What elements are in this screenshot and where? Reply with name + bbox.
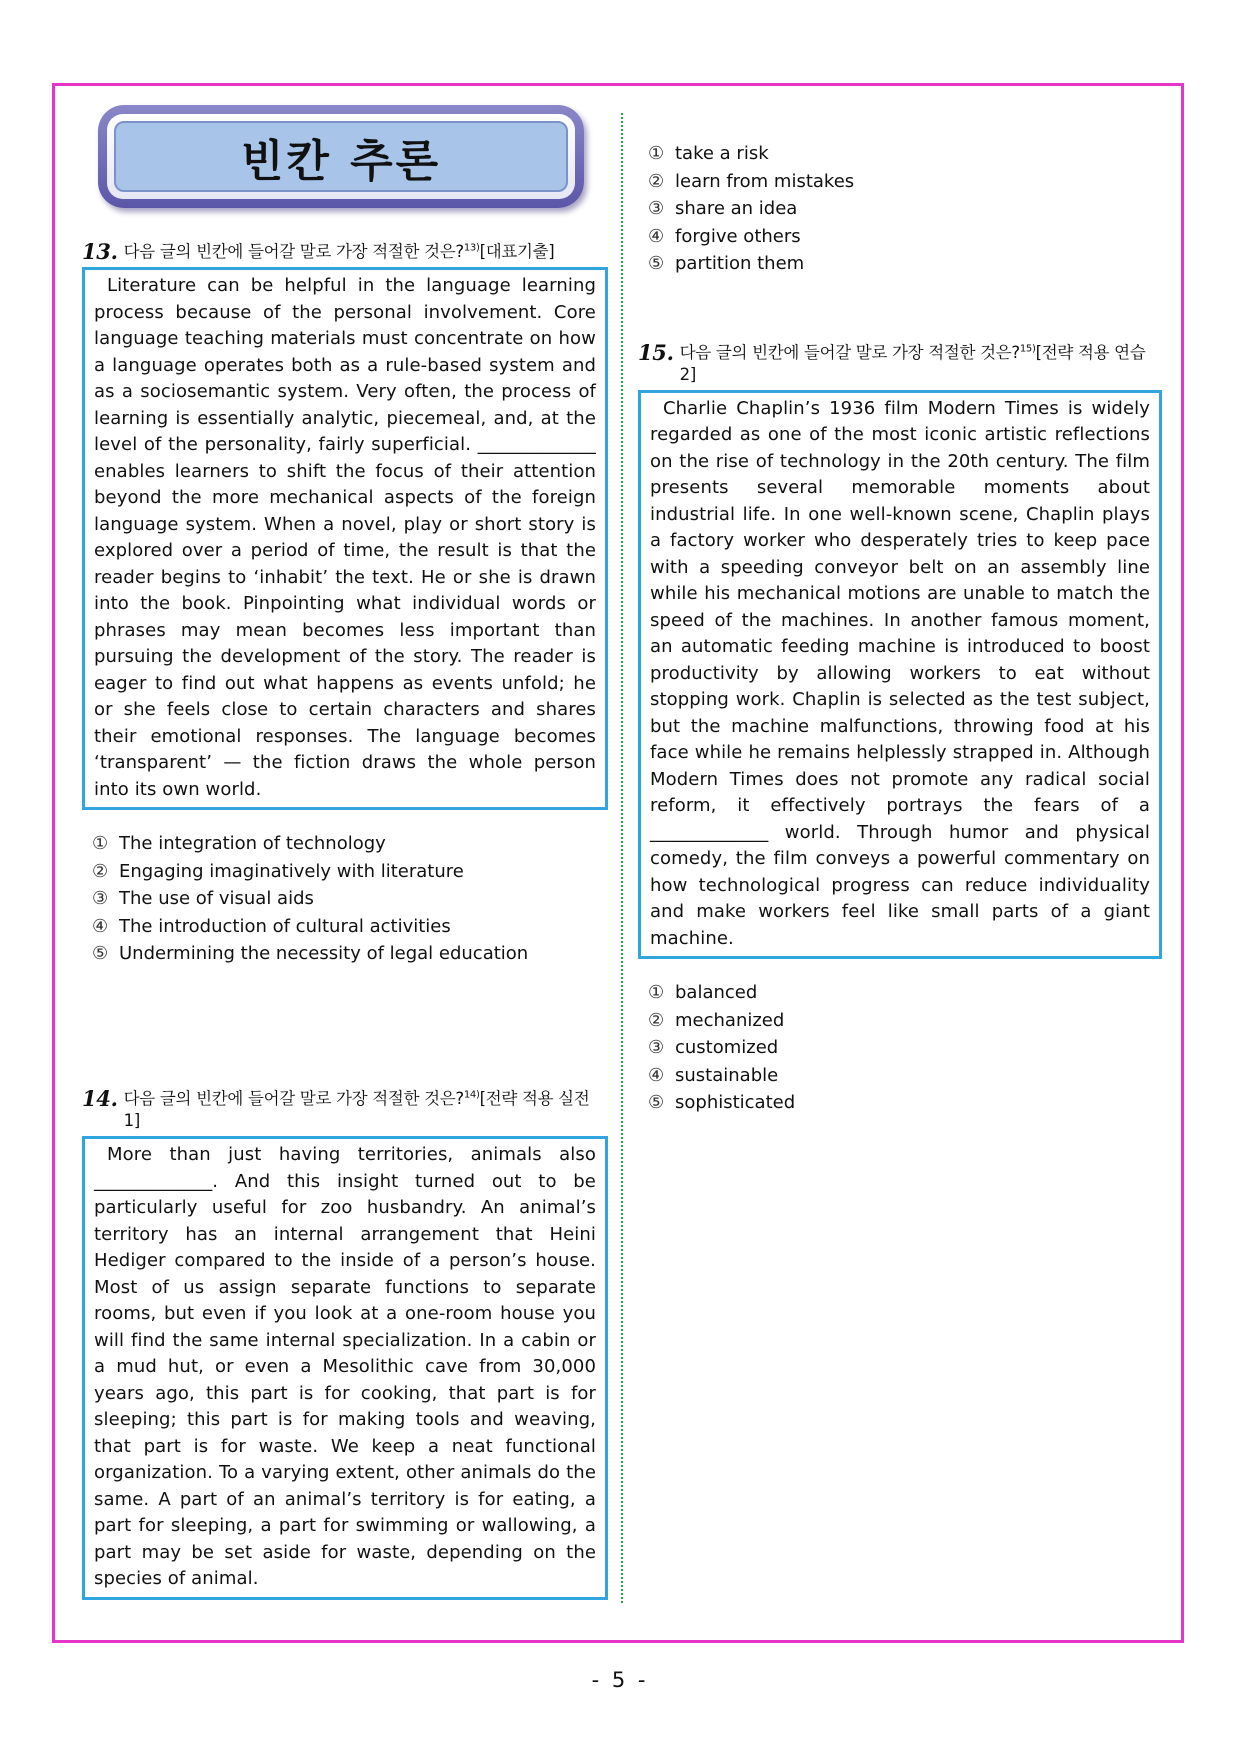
option-4[interactable] xyxy=(92,913,608,941)
option-5[interactable] xyxy=(92,940,608,968)
option-list xyxy=(638,979,1162,1117)
option-4[interactable] xyxy=(648,1062,1162,1090)
option-text: The use of visual aids xyxy=(119,888,314,909)
passage-box: Literature can be helpful in the language learning process because of the personal involvement. Core language teaching materials must concentrate on how a language operates both as a rule-based system and as a sociosemantic system. Very often, the process of learning is essentially analytic, piecemeal, and, at the level of the personality, fairly superficial. _____________ enables learners to shift the focus of their attention beyond the more mechanical aspects of the foreign language system. When a novel, play or short story is explored over a period of time, the result is that the reader begins to ‘inhabit’ the text. He or she is drawn into the book. Pinpointing what individual words or phrases may mean becomes less important than pursuing the development of the story. The reader is eager to find out what happens as events unfold; he or she feels close to certain characters and shares their emotional responses. The language becomes ‘transparent’ — the fiction draws the whole person into its own world. xyxy=(82,267,608,810)
question-header xyxy=(82,241,608,263)
option-text: forgive others xyxy=(675,225,801,247)
option-text: sustainable xyxy=(675,1064,779,1086)
option-text: sophisticated xyxy=(675,1092,796,1113)
option-list xyxy=(82,830,608,968)
question-header xyxy=(82,1088,608,1132)
option-text: share an idea xyxy=(675,198,798,219)
option-mark: ① xyxy=(648,143,665,164)
question-14 xyxy=(82,1088,608,1600)
option-mark: ⑤ xyxy=(648,253,665,274)
option-2[interactable] xyxy=(648,168,1162,196)
option-2[interactable] xyxy=(648,1007,1162,1035)
question-tag: [전략 적용 연습 2] xyxy=(679,342,1146,384)
option-4[interactable] xyxy=(648,223,1162,251)
option-mark: ④ xyxy=(648,1064,665,1086)
option-mark: ① xyxy=(648,982,665,1003)
option-mark: ③ xyxy=(648,198,665,219)
option-mark: ② xyxy=(648,1009,665,1031)
option-text: mechanized xyxy=(675,1009,785,1031)
option-text: The integration of technology xyxy=(119,833,386,854)
page-number: - 5 - xyxy=(591,1668,649,1692)
question-15 xyxy=(638,339,1162,1117)
option-text: learn from mistakes xyxy=(675,170,855,192)
question-number: 13. xyxy=(82,239,118,264)
option-text: Engaging imaginatively with literature xyxy=(119,860,464,882)
question-number: 15. xyxy=(638,339,674,365)
option-text: The introduction of cultural activities xyxy=(119,915,451,937)
question-prompt: 다음 글의 빈칸에 들어갈 말로 가장 적절한 것은? xyxy=(123,1089,464,1108)
option-text: partition them xyxy=(675,253,805,274)
option-mark: ③ xyxy=(648,1037,665,1058)
option-mark: ⑤ xyxy=(92,943,109,964)
question-header xyxy=(638,339,1162,386)
option-2[interactable] xyxy=(92,858,608,886)
section-title: 빈칸 추론 xyxy=(114,121,568,192)
section-title-banner xyxy=(98,105,584,208)
option-1[interactable] xyxy=(92,830,608,858)
option-3[interactable] xyxy=(92,885,608,913)
option-mark: ④ xyxy=(648,225,665,247)
option-mark: ⑤ xyxy=(648,1092,665,1113)
passage-box: Charlie Chaplin’s 1936 film Modern Times is widely regarded as one of the most iconic artistic reflections on the rise of technology in the 20th century. The film presents several memorable moments about industrial life. In one well-known scene, Chaplin plays a factory worker who desperately tries to keep pace with a speeding conveyor belt on an assembly line while his mechanical motions are unable to match the speed of the machines. In another famous moment, an automatic feeding machine is introduced to boost productivity by allowing workers to eat without stopping work. Chaplin is selected as the test subject, but the machine malfunctions, throwing food at his face while he remains helplessly strapped in. Although Modern Times does not promote any radical social reform, it effectively portrays the fears of a _____________ world. Through humor and physical comedy, the film conveys a powerful commentary on how technological progress can reduce individuality and make workers feel like small parts of a giant machine. xyxy=(638,390,1162,960)
footnote-ref: 15) xyxy=(1019,343,1036,354)
option-mark: ② xyxy=(92,860,109,882)
option-1[interactable] xyxy=(648,979,1162,1007)
option-5[interactable] xyxy=(648,250,1162,278)
left-column xyxy=(82,105,608,1589)
passage-box: More than just having territories, animals also _____________. And this insight turned out to be particularly useful for zoo husbandry. An animal’s territory has an internal arrangement that Heini Hediger compared to the inside of a person’s house. Most of us assign separate functions to separate rooms, but even if you look at a one-room house you will find the same internal specialization. In a cabin or a mud hut, or even a Mesolithic cave from 30,000 years ago, this part is for cooking, that part is for sleeping; this part is for making tools and weaving, that part is for waste. We keep a neat functional organization. To a varying extent, other animals do the same. A part of an animal’s territory is for eating, a part for sleeping, a part for swimming or wallowing, a part may be set aside for waste, depending on the species of animal. xyxy=(82,1136,608,1600)
option-text: customized xyxy=(675,1037,779,1058)
footnote-ref: 13) xyxy=(463,242,480,254)
option-3[interactable] xyxy=(648,195,1162,223)
option-5[interactable] xyxy=(648,1089,1162,1117)
option-mark: ③ xyxy=(92,888,109,909)
option-mark: ② xyxy=(648,170,665,192)
option-text: Undermining the necessity of legal education xyxy=(119,943,529,964)
question-13 xyxy=(82,241,608,968)
option-1[interactable] xyxy=(648,140,1162,168)
option-3[interactable] xyxy=(648,1034,1162,1062)
question-number: 14. xyxy=(82,1086,118,1111)
option-text: balanced xyxy=(675,982,758,1003)
option-mark: ① xyxy=(92,833,109,854)
right-column xyxy=(638,140,1162,1117)
question-prompt: 다음 글의 빈칸에 들어갈 말로 가장 적절한 것은? xyxy=(123,242,464,261)
question-prompt: 다음 글의 빈칸에 들어갈 말로 가장 적절한 것은? xyxy=(679,342,1020,362)
column-divider xyxy=(621,113,623,1603)
option-list xyxy=(638,140,1162,278)
question-tag: [대표기출] xyxy=(479,242,555,261)
footnote-ref: 14) xyxy=(463,1089,480,1101)
option-text: take a risk xyxy=(675,143,769,164)
option-mark: ④ xyxy=(92,915,109,937)
question-tag: [전략 적용 실전 1] xyxy=(123,1089,590,1130)
